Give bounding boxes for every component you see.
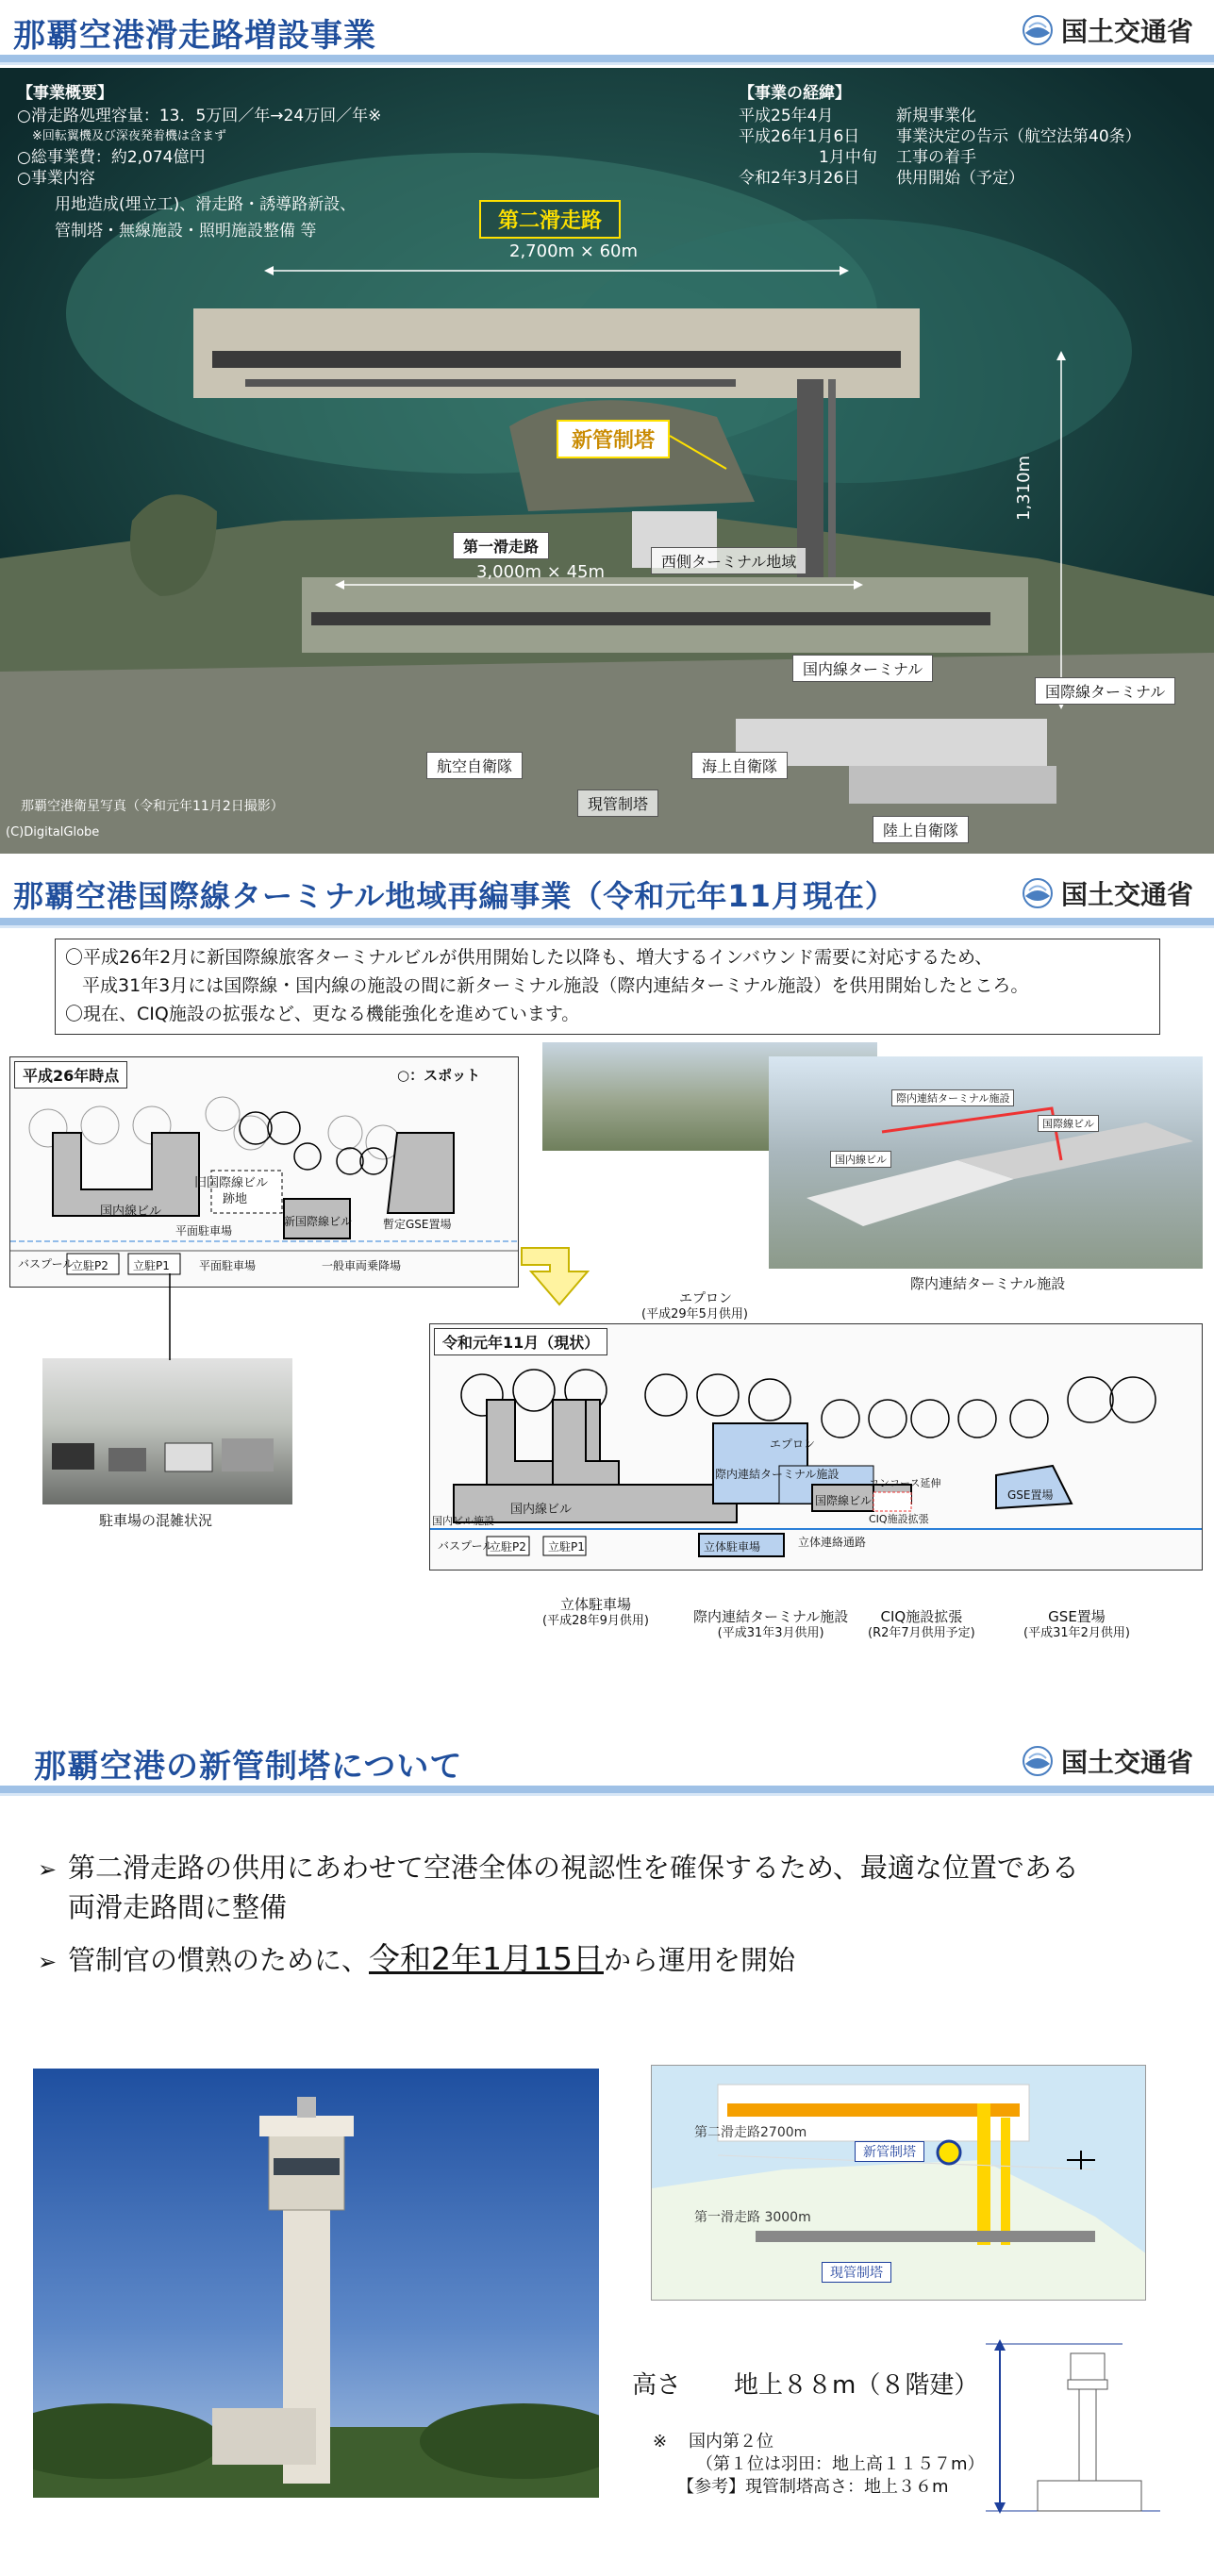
note-rank: 国内第２位: [689, 2432, 773, 2451]
intl-terminal-label: 国際線ターミナル: [1035, 677, 1175, 705]
copyright: (C)DigitalGlobe: [6, 825, 100, 839]
mlit-logo-icon: [1022, 1745, 1054, 1777]
header-band-light: [0, 62, 1214, 65]
after-link-label: 際内連結ターミナル施設: [715, 1468, 840, 1481]
after-intl-label: 国際線ビル: [815, 1494, 873, 1507]
after-parking-label: 立体駐車場: [704, 1540, 761, 1554]
history-date-0: 平成25年4月: [739, 107, 834, 125]
mlit-logo-icon: [1022, 877, 1054, 909]
photo-credit: 那覇空港衛星写真（令和元年11月2日撮影）: [21, 799, 284, 814]
notice-line-1: 〇平成26年2月に新国際線旅客ターミナルビルが供用開始した以降も、増大するインバウンド需要に対応するため、: [65, 947, 993, 968]
flat-parking-label-2: 平面駐車場: [199, 1259, 257, 1272]
callout-ciq-note: (R2年7月供用予定): [868, 1626, 975, 1640]
current-tower-label: 現管制塔: [577, 789, 658, 817]
history-header: 【事業の経緯】: [739, 84, 851, 103]
note-current-height: 【参考】現管制塔高さ：地上３６m: [677, 2477, 949, 2497]
link-terminal-caption: 際内連結ターミナル施設: [910, 1275, 1066, 1292]
domestic-terminal-label: 国内線ターミナル: [792, 655, 933, 682]
slide-header: [0, 1731, 1214, 1797]
temp-gse-label: 暫定GSE置場: [383, 1218, 452, 1231]
msdf-label: 海上自衛隊: [691, 752, 788, 779]
flat-parking-label: 平面駐車場: [175, 1224, 233, 1238]
bullet2-date: 令和2年1月15日: [369, 1940, 604, 1977]
callout-link-terminal: [693, 1608, 848, 1642]
history-event-1: 事業決定の告示（航空法第40条）: [896, 127, 1141, 146]
before-tag: 平成26年時点: [14, 1061, 127, 1089]
runway-map-illustration: [652, 2066, 1146, 2301]
new-tower-label: 新管制塔: [557, 420, 670, 458]
runway1-dimension: 3,000m × 45m: [476, 562, 606, 582]
bullet1-line1: 第二滑走路の供用にあわせて空港全体の視認性を確保するため、最適な位置である: [68, 1852, 1079, 1884]
link-terminal-photo: [769, 1056, 1203, 1269]
map-new-tower-label: 新管制塔: [855, 2141, 924, 2162]
p2-label: 立駐P2: [72, 1259, 108, 1272]
overview-capacity: ○滑走路処理容量：13．5万回／年→24万回／年※: [17, 107, 382, 125]
congestion-pointer: [160, 1273, 179, 1360]
ministry-logo: [1022, 874, 1193, 912]
bus-pool-label: バスプール: [18, 1257, 75, 1271]
bullet1-line2: 両滑走路間に整備: [68, 1891, 288, 1923]
runway2-dimension-arrow: [264, 261, 849, 280]
map-runway2-label: 第二滑走路2700m: [694, 2125, 807, 2140]
apron-label: エプロン: [679, 1291, 732, 1306]
overview-content-2: 管制塔・無線施設・照明施設整備 等: [55, 222, 317, 241]
height-value: 地上８８m（８階建）: [734, 2371, 979, 2400]
overview-content-header: ○事業内容: [17, 169, 95, 188]
after-domestic-label: 国内線ビル: [510, 1503, 573, 1517]
overview-cost: ○総事業費：約2,074億円: [17, 148, 206, 167]
notice-box: [55, 939, 1160, 1035]
aerial-photo: [0, 68, 1214, 854]
domestic-label: 国内線ビル: [100, 1205, 162, 1219]
mlit-logo-icon: [1022, 14, 1054, 46]
notice-line-2: 平成31年3月には国際線・国内線の施設の間に新ターミナル施設（際内連結ターミナル施設）を供用開始したところ。: [82, 975, 1029, 996]
slide-header: [0, 0, 1214, 66]
runway2-dimension: 2,700m × 60m: [509, 241, 639, 261]
after-p2-label: 立駐P2: [490, 1540, 526, 1554]
runway-gap-arrow: [1047, 351, 1075, 709]
history-date-1: 平成26年1月6日: [739, 127, 860, 146]
callout-gse: [1023, 1608, 1130, 1642]
slide-title: 那覇空港の新管制塔について: [34, 1748, 463, 1786]
congestion-caption: 駐車場の混雑状況: [99, 1512, 213, 1529]
overview-header: 【事業概要】: [17, 84, 113, 103]
tower-height-diagram: [981, 2339, 1170, 2518]
runway1-label: 第一滑走路: [453, 532, 549, 559]
history-event-2: 工事の着手: [896, 148, 976, 167]
bullet-arrow-icon: ➢: [38, 1856, 58, 1883]
header-band: [0, 918, 1214, 925]
ministry-name: 国土交通省: [1060, 16, 1193, 47]
notice-line-3: 〇現在、CIQ施設の拡張など、更なる機能強化を進めています。: [65, 1004, 580, 1024]
spot-legend: ○：スポット: [397, 1067, 481, 1084]
header-band: [0, 55, 1214, 62]
old-intl-label-2: 跡地: [223, 1192, 248, 1206]
gsdf-label: 陸上自衛隊: [873, 816, 969, 843]
parking-congestion-photo: [42, 1358, 292, 1504]
after-concourse-label: コンコース延伸: [869, 1477, 941, 1489]
callout-gse-name: GSE置場: [1048, 1608, 1106, 1625]
note-mark: ※: [653, 2432, 668, 2451]
ministry-name: 国土交通省: [1060, 879, 1193, 910]
runway-map: [651, 2065, 1146, 2301]
bullet-operation: [38, 1940, 795, 1981]
callout-link-name: 際内連結ターミナル施設: [693, 1608, 849, 1625]
ministry-logo: [1022, 1742, 1193, 1780]
runway-gap: 1,310m: [1014, 455, 1034, 521]
slide-title: 那覇空港国際線ターミナル地域再編事業（令和元年11月現在）: [13, 878, 896, 914]
history-date-2: 1月中旬: [819, 148, 877, 167]
old-intl-label: 旧国際線ビル: [194, 1176, 269, 1190]
map-current-tower-label: 現管制塔: [822, 2262, 891, 2283]
after-diagram: [429, 1323, 1203, 1571]
slide-header: [0, 863, 1214, 929]
history-date-3: 令和2年3月26日: [739, 169, 860, 188]
photo-link-label: 際内連結ターミナル施設: [891, 1089, 1014, 1106]
before-map: [10, 1057, 519, 1288]
callout-parking-note: (平成28年9月供用): [542, 1614, 649, 1628]
bullet-visibility: [38, 1849, 1079, 1926]
slide-new-tower: [0, 1721, 1214, 2576]
runway2-label: 第二滑走路: [479, 200, 621, 239]
tower-photo: [33, 2069, 599, 2498]
callout-parking: [542, 1596, 649, 1630]
asdf-label: 航空自衛隊: [426, 752, 523, 779]
new-intl-label: 新国際線ビル: [284, 1215, 353, 1228]
after-dom-facility-label: 国内ビル施設: [432, 1515, 494, 1527]
history-event-0: 新規事業化: [896, 107, 976, 125]
after-gse-label: GSE置場: [1007, 1488, 1054, 1502]
header-band-light: [0, 1793, 1214, 1796]
ramp-label: 一般車両乗降場: [322, 1259, 402, 1272]
after-p1-label: 立駐P1: [548, 1540, 585, 1554]
note-haneda: （第１位は羽田：地上高１１５７m）: [696, 2454, 985, 2474]
after-connect-label: 立体連絡通路: [798, 1536, 867, 1549]
cars-illustration: [42, 1358, 292, 1504]
after-bus-pool-label: バスプール: [438, 1539, 494, 1553]
callout-ciq-name: CIQ施設拡張: [880, 1608, 963, 1625]
callout-gse-note: (平成31年2月供用): [1023, 1626, 1130, 1640]
ministry-name: 国土交通省: [1060, 1747, 1193, 1778]
after-apron-label: エプロン: [770, 1438, 816, 1451]
p1-label: 立駐P1: [133, 1259, 170, 1272]
west-terminal-area: 西側ターミナル地域: [651, 547, 807, 574]
header-band: [0, 1786, 1214, 1793]
callout-ciq: [868, 1608, 975, 1642]
bullet2-pre: 管制官の慣熟のために、: [68, 1944, 370, 1976]
header-band-light: [0, 925, 1214, 928]
overview-content-1: 用地造成(埋立工)、滑走路・誘導路新設、: [55, 195, 357, 214]
slide-title: 那覇空港滑走路増設事業: [13, 17, 376, 55]
before-diagram: [9, 1056, 519, 1288]
height-label: 高さ: [632, 2371, 682, 2400]
new-tower-pointer: [670, 431, 736, 478]
ministry-logo: [1022, 11, 1193, 49]
bullet2-post: から運用を開始: [604, 1944, 796, 1976]
after-tag: 令和元年11月（現状）: [434, 1328, 607, 1355]
slide-runway-expansion: [0, 0, 1214, 854]
bullet-arrow-icon: ➢: [38, 1949, 58, 1975]
map-runway1-label: 第一滑走路 3000m: [694, 2210, 811, 2225]
tower-illustration: [33, 2069, 599, 2498]
slide-intl-terminal: [0, 863, 1214, 1712]
callout-parking-name: 立体駐車場: [559, 1596, 631, 1613]
after-ciq-label: CIQ施設拡張: [869, 1513, 929, 1525]
overview-capacity-note: ※回転翼機及び深夜発着機は含まず: [32, 129, 226, 143]
history-event-3: 供用開始（予定）: [896, 169, 1024, 188]
callout-link-note: (平成31年3月供用): [717, 1626, 824, 1640]
photo-dom-label: 国内線ビル: [830, 1151, 891, 1168]
photo-intl-label: 国際線ビル: [1038, 1115, 1099, 1132]
transition-arrow-icon: [517, 1238, 602, 1314]
apron-note: (平成29年5月供用): [641, 1307, 748, 1321]
